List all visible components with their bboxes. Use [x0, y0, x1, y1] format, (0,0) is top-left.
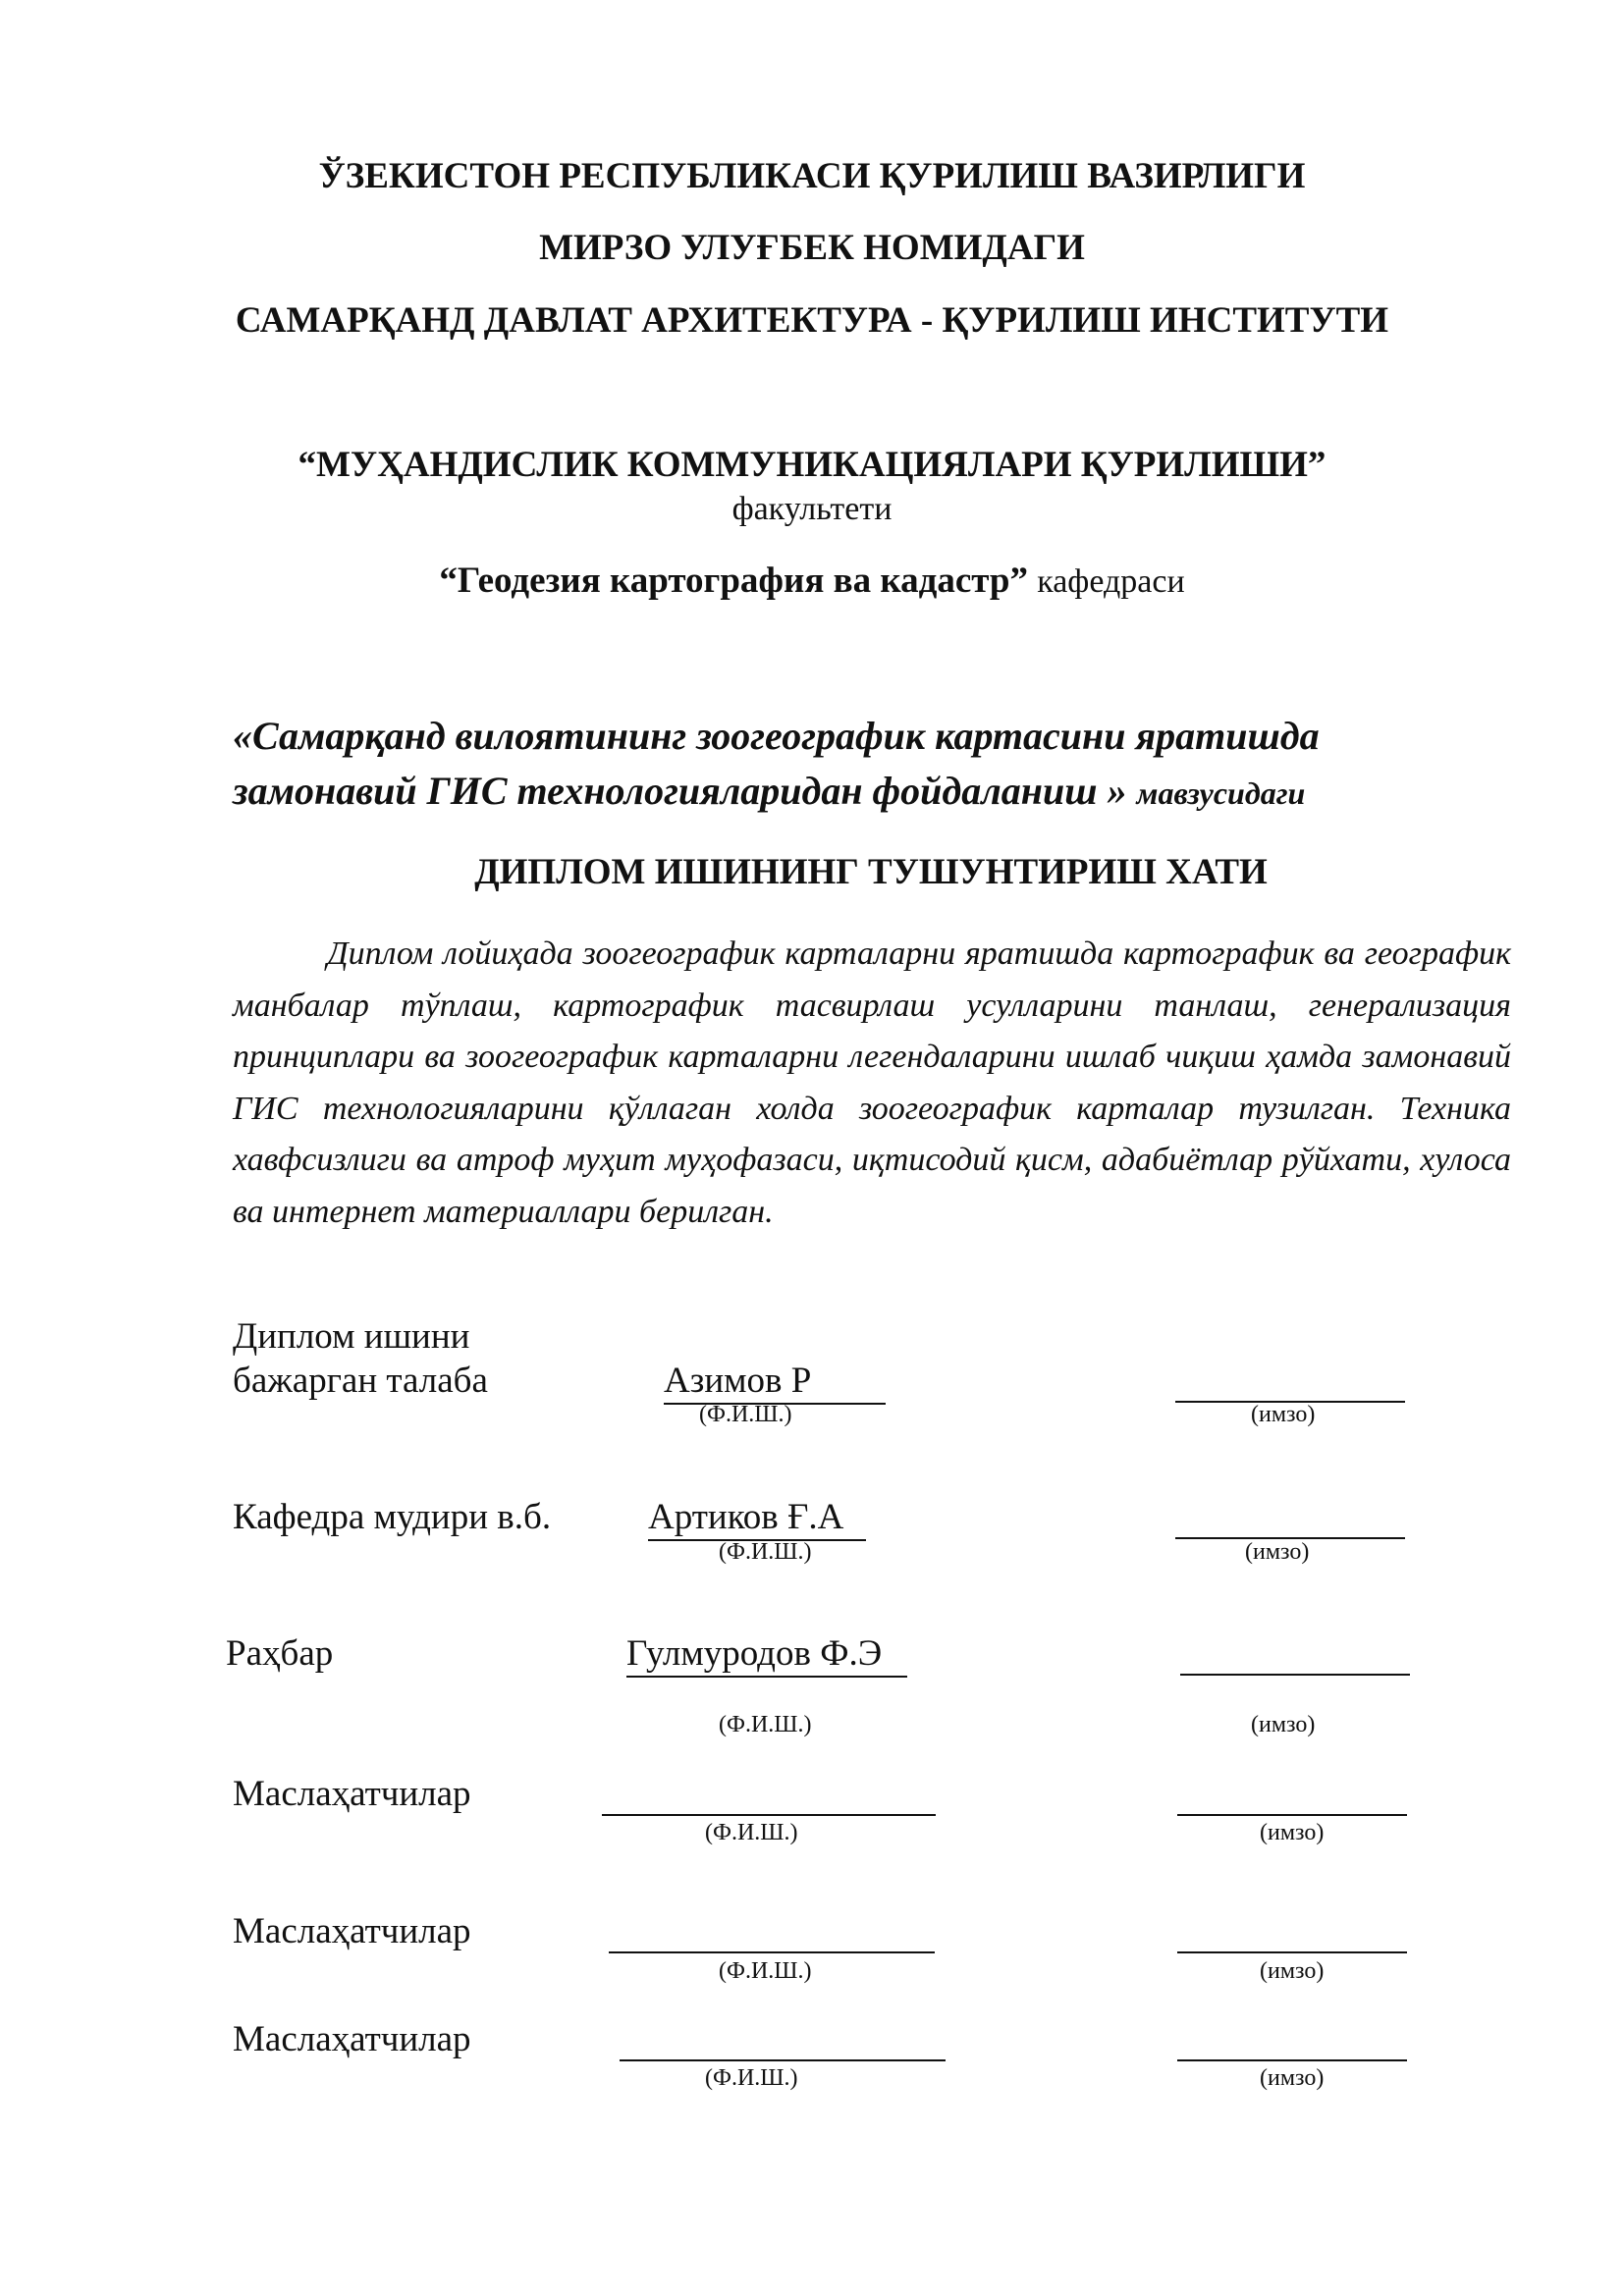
- head-sign-caption: (имзо): [1245, 1539, 1310, 1565]
- consultant-name-line: [609, 1951, 935, 1953]
- student-name: Азимов Р: [664, 1360, 886, 1405]
- consultant-sign-caption: (имзо): [1260, 1958, 1325, 1984]
- department-label: кафедраси: [1037, 563, 1185, 600]
- consultant-label: Маслаҳатчилар: [233, 2019, 471, 2059]
- head-name: Артиков Ғ.А: [648, 1496, 866, 1541]
- abstract-paragraph: Диплом лойиҳада зоогеографик карталарни яратишда картографик ва географик манбалар тўплаш, картографик тасвирлаш усулларини танлаш, генерализация принциплари ва зоогеографик карталарни легендаларини ишлаб чиқиш ҳамда замонавий ГИС технологияларини қўллаган холда зоогеографик карталар тузилган. Техника хавфсизлиги ва атроф муҳит муҳофазаси, иқтисодий қисм, адабиётлар рўйхати, хулоса ва интернет материаллари берилган.: [233, 935, 1511, 1230]
- consultant-label: Маслаҳатчилар: [233, 1911, 471, 1951]
- consultant-name-caption: (Ф.И.Ш.): [705, 1820, 798, 1845]
- head-label: Кафедра мудири в.б.: [233, 1497, 552, 1537]
- department-line: [0, 560, 1624, 602]
- ministry-heading: ЎЗЕКИСТОН РЕСПУБЛИКАСИ ҚУРИЛИШ ВАЗИРЛИГИ: [318, 156, 1306, 196]
- student-label-line-2: бажарган талаба: [233, 1361, 488, 1401]
- consultant-name-caption: (Ф.И.Ш.): [705, 2065, 798, 2091]
- topic-line-1: «Самарқанд вилоятининг зоогеографик картасини яратишда: [233, 714, 1320, 758]
- consultant-label: Маслаҳатчилар: [233, 1774, 471, 1814]
- topic-suffix: мавзусидаги: [1136, 775, 1306, 811]
- consultant-name-caption: (Ф.И.Ш.): [719, 1958, 812, 1984]
- consultant-name-line: [620, 2059, 946, 2061]
- topic-line-2: [233, 768, 1305, 814]
- student-name-caption: (Ф.И.Ш.): [699, 1402, 792, 1427]
- student-label-line-1: Диплом ишини: [233, 1316, 470, 1357]
- supervisor-sign-caption: (имзо): [1251, 1712, 1316, 1737]
- department-name: “Геодезия картография ва кадастр”: [439, 561, 1028, 601]
- consultant-signature-line: [1177, 1951, 1407, 1953]
- head-name-caption: (Ф.И.Ш.): [719, 1539, 812, 1565]
- consultant-sign-caption: (имзо): [1260, 2065, 1325, 2091]
- consultant-signature-line: [1177, 1814, 1407, 1816]
- named-after-heading: МИРЗО УЛУҒБЕК НОМИДАГИ: [539, 228, 1085, 268]
- supervisor-label: Раҳбар: [226, 1633, 334, 1674]
- institute-heading: САМАРҚАНД ДАВЛАТ АРХИТЕКТУРА - ҚУРИЛИШ ИНСТИТУТИ: [235, 300, 1389, 341]
- document-title: ДИПЛОМ ИШИНИНГ ТУШУНТИРИШ ХАТИ: [474, 852, 1268, 892]
- consultant-sign-caption: (имзо): [1260, 1820, 1325, 1845]
- supervisor-name: Гулмуродов Ф.Э: [626, 1632, 907, 1678]
- student-sign-caption: (имзо): [1251, 1402, 1316, 1427]
- faculty-name: “МУҲАНДИСЛИК КОММУНИКАЦИЯЛАРИ ҚУРИЛИШИ”: [298, 445, 1326, 485]
- consultant-signature-line: [1177, 2059, 1407, 2061]
- supervisor-signature-line: [1180, 1674, 1410, 1676]
- supervisor-name-caption: (Ф.И.Ш.): [719, 1712, 812, 1737]
- faculty-label: факультети: [731, 491, 893, 527]
- topic-line-2-text: замонавий ГИС технологияларидан фойдаланиш »: [233, 769, 1127, 813]
- consultant-name-line: [602, 1814, 936, 1816]
